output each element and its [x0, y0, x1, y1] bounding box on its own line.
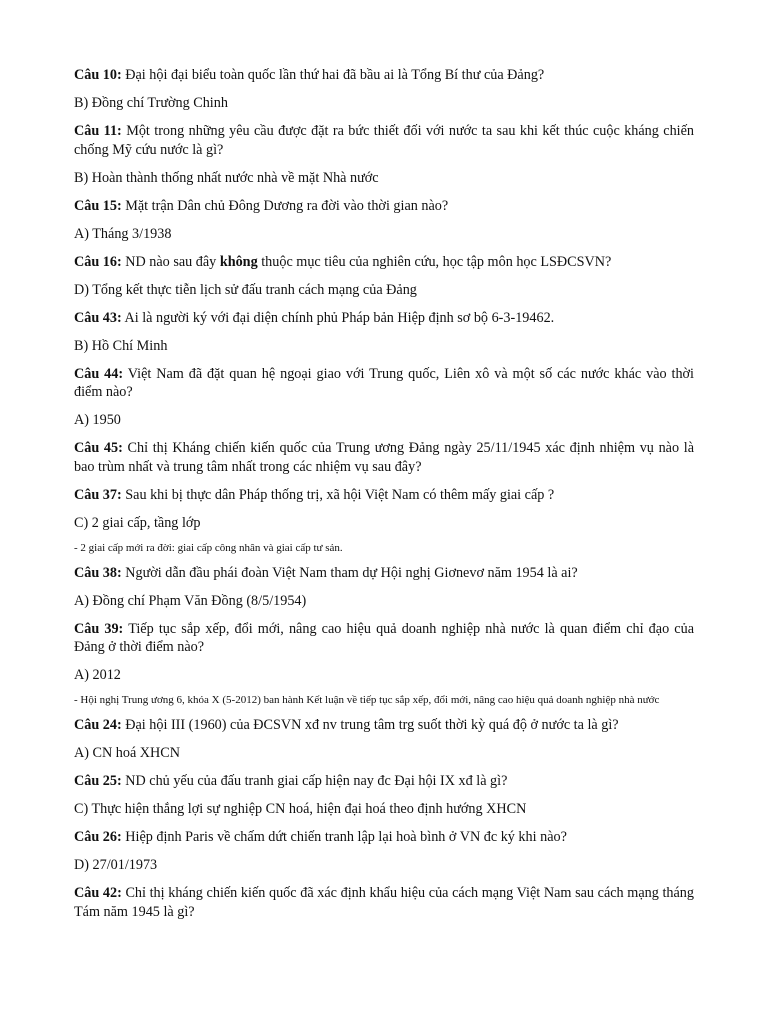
- question-25: [74, 772, 694, 791]
- question-10: [74, 66, 694, 85]
- question-text: Việt Nam đã đặt quan hệ ngoại giao với Trung quốc, Liên xô và một số các nước khác vào thời điểm nào?: [74, 365, 694, 400]
- question-label: Câu 45:: [74, 440, 123, 456]
- answer-16: D) Tổng kết thực tiễn lịch sử đấu tranh cách mạng của Đảng: [74, 281, 417, 298]
- note-39: - Hội nghị Trung ương 6, khóa X (5-2012) ban hành Kết luận về tiếp tục sắp xếp, đổi mới, nâng cao hiệu quả doanh nghiệp nhà nước: [74, 694, 660, 706]
- question-text: Đại hội III (1960) của ĐCSVN xđ nv trung tâm trg suốt thời kỳ quá độ ở nước ta là gì?: [125, 717, 619, 733]
- answer-39: A) 2012: [74, 667, 121, 683]
- question-42: [74, 884, 694, 921]
- question-label: Câu 24:: [74, 717, 122, 733]
- question-label: Câu 37:: [74, 486, 122, 503]
- question-text-post: thuộc mục tiêu của nghiên cứu, học tập môn học LSĐCSVN?: [261, 253, 612, 270]
- answer-37: C) 2 giai cấp, tầng lớp: [74, 514, 201, 531]
- question-text: Một trong những yêu cầu được đặt ra bức thiết đối với nước ta sau khi kết thúc cuộc kháng chiến chống Mỹ cứu nước là gì?: [74, 123, 695, 158]
- question-label: Câu 38:: [74, 564, 122, 581]
- question-label: Câu 44:: [74, 365, 124, 382]
- question-37: [74, 486, 694, 505]
- question-text: Chỉ thị Kháng chiến kiến quốc của Trung ương Đảng ngày 25/11/1945 xác định nhiệm vụ nào là bao trùm nhất và trung tâm nhất trong các nhiệm vụ sau đây?: [74, 440, 695, 475]
- question-26: [74, 828, 694, 847]
- question-label: Câu 15:: [74, 197, 122, 214]
- question-text: Sau khi bị thực dân Pháp thống trị, xã hội Việt Nam có thêm mấy giai cấp ?: [125, 486, 555, 503]
- question-text: Chỉ thị kháng chiến kiến quốc đã xác định khẩu hiệu của cách mạng Việt Nam sau cách mạng tháng Tám năm 1945 là gì?: [74, 885, 694, 920]
- answer-24: A) CN hoá XHCN: [74, 745, 181, 761]
- question-label: Câu 43:: [74, 309, 122, 326]
- answer-26: D) 27/01/1973: [74, 857, 158, 873]
- question-11: [74, 122, 694, 159]
- answer-38: A) Đồng chí Phạm Văn Đồng (8/5/1954): [74, 592, 307, 609]
- question-16: [74, 253, 694, 272]
- answer-11: B) Hoàn thành thống nhất nước nhà về mặt Nhà nước: [74, 169, 379, 186]
- question-label: Câu 39:: [74, 620, 124, 637]
- note-37: - 2 giai cấp mới ra đời: giai cấp công nhân và giai cấp tư sản.: [74, 541, 343, 554]
- question-text: Hiệp định Paris về chấm dứt chiến tranh lập lại hoà bình ở VN đc ký khi nào?: [125, 829, 567, 845]
- question-label: Câu 16:: [74, 253, 122, 270]
- question-15: [74, 197, 694, 216]
- answer-44: A) 1950: [74, 412, 121, 428]
- question-label: Câu 25:: [74, 773, 122, 789]
- question-45: [74, 439, 694, 476]
- question-38: [74, 564, 694, 583]
- question-text: Ai là người ký với đại diện chính phủ Pháp bản Hiệp định sơ bộ 6-3-19462.: [124, 309, 555, 326]
- question-text-emphasis: không: [219, 253, 258, 270]
- answer-25: C) Thực hiện thắng lợi sự nghiệp CN hoá, hiện đại hoá theo định hướng XHCN: [74, 801, 527, 817]
- question-text: Đại hội đại biểu toàn quốc lần thứ hai đã bầu ai là Tổng Bí thư của Đảng?: [125, 67, 545, 83]
- answer-43: B) Hồ Chí Minh: [74, 337, 168, 354]
- question-text: Người dẫn đầu phái đoàn Việt Nam tham dự Hội nghị Giơnevơ năm 1954 là ai?: [125, 564, 578, 581]
- question-label: Câu 26:: [74, 829, 122, 845]
- question-label: Câu 10:: [74, 67, 122, 83]
- question-label: Câu 11:: [74, 123, 122, 139]
- document-page: [74, 66, 694, 931]
- question-text: Mặt trận Dân chủ Đông Dương ra đời vào thời gian nào?: [125, 197, 449, 214]
- question-24: [74, 716, 694, 735]
- question-43: [74, 309, 694, 328]
- question-label: Câu 42:: [74, 885, 122, 901]
- question-39: [74, 620, 694, 657]
- answer-10: B) Đồng chí Trường Chinh: [74, 95, 228, 111]
- question-text: ND chủ yếu của đấu tranh giai cấp hiện nay đc Đại hội IX xđ là gì?: [125, 773, 508, 789]
- question-44: [74, 365, 694, 402]
- question-text-pre: ND nào sau đây: [125, 253, 217, 270]
- answer-15: A) Tháng 3/1938: [74, 225, 172, 242]
- question-text: Tiếp tục sắp xếp, đổi mới, nâng cao hiệu quả doanh nghiệp nhà nước là quan điểm chỉ đạo của Đảng ở thời điểm nào?: [74, 620, 694, 655]
